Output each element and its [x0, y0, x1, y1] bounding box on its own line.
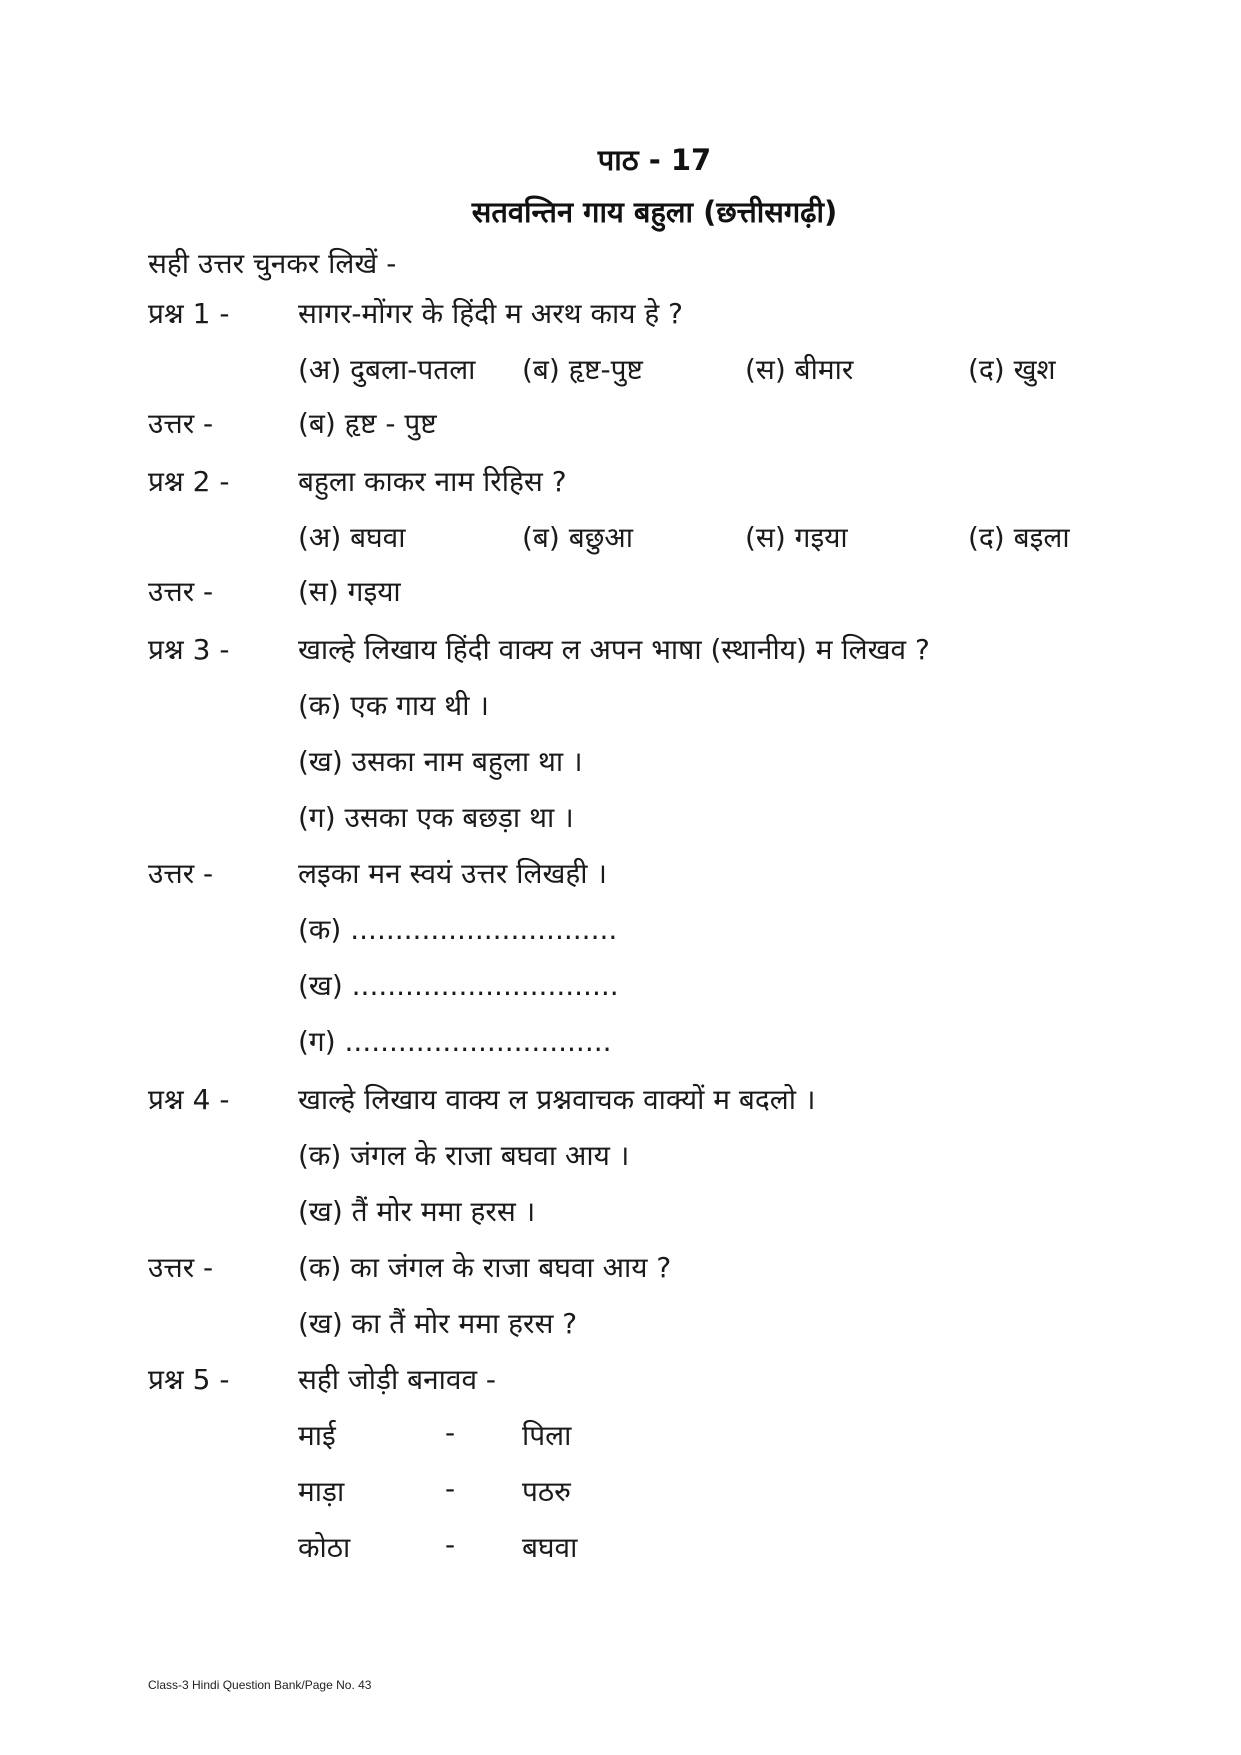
answer-3-blank-kha: (ख) ..............................: [298, 969, 619, 1002]
pair-1-right: पिला: [522, 1419, 572, 1452]
pair-3-left: कोठा: [298, 1531, 351, 1564]
question-3-label: प्रश्न 3 -: [148, 633, 230, 666]
q2-option-a: (अ) बघवा: [298, 521, 406, 554]
q3-item-kha: (ख) उसका नाम बहुला था ।: [298, 745, 583, 778]
question-4-label: प्रश्न 4 -: [148, 1083, 230, 1116]
q1-option-c: (स) बीमार: [745, 353, 854, 386]
question-4-text: खाल्हे लिखाय वाक्य ल प्रश्नवाचक वाक्यों म बदलो ।: [298, 1083, 816, 1116]
q1-option-a: (अ) दुबला-पतला: [298, 353, 476, 386]
answer-4-kha: (ख) का तैं मोर ममा हरस ?: [298, 1307, 578, 1340]
lesson-number: पाठ - 17: [597, 143, 712, 177]
question-2-text: बहुला काकर नाम रिहिस ?: [298, 465, 567, 498]
answer-3-blank-ga: (ग) ..............................: [298, 1025, 612, 1058]
q1-option-d: (द) खुश: [968, 353, 1056, 386]
question-1-label: प्रश्न 1 -: [148, 297, 230, 330]
q2-option-c: (स) गइया: [745, 521, 848, 554]
question-3-text: खाल्हे लिखाय हिंदी वाक्य ल अपन भाषा (स्थानीय) म लिखव ?: [298, 633, 930, 666]
answer-3-blank-ka: (क) ..............................: [298, 913, 618, 946]
pair-1-left: माई: [298, 1419, 336, 1452]
question-5-label: प्रश्न 5 -: [148, 1363, 230, 1396]
question-5-text: सही जोड़ी बनावव -: [298, 1363, 497, 1396]
answer-2-text: (स) गइया: [298, 575, 401, 608]
q1-option-b: (ब) हृष्ट-पुष्ट: [522, 353, 643, 386]
instruction: सही उत्तर चुनकर लिखें -: [148, 247, 397, 280]
question-1-text: सागर-मोंगर के हिंदी म अरथ काय हे ?: [298, 297, 683, 330]
pair-3-dash: -: [445, 1528, 456, 1561]
q3-item-ga: (ग) उसका एक बछड़ा था ।: [298, 801, 574, 834]
page-footer: Class-3 Hindi Question Bank/Page No. 43: [148, 1678, 372, 1692]
answer-4-ka: (क) का जंगल के राजा बघवा आय ?: [298, 1251, 672, 1284]
q4-item-kha: (ख) तैं मोर ममा हरस ।: [298, 1195, 536, 1228]
answer-2-label: उत्तर -: [148, 575, 214, 608]
answer-4-label: उत्तर -: [148, 1251, 214, 1284]
q4-item-ka: (क) जंगल के राजा बघवा आय ।: [298, 1139, 630, 1172]
q3-item-ka: (क) एक गाय थी ।: [298, 689, 489, 722]
q2-option-b: (ब) बछुआ: [522, 521, 633, 554]
pair-1-dash: -: [445, 1416, 456, 1449]
lesson-title: सतवन्तिन गाय बहुला (छत्तीसगढ़ी): [471, 195, 838, 229]
pair-2-right: पठरु: [522, 1475, 571, 1508]
answer-3-text: लइका मन स्वयं उत्तर लिखही ।: [298, 857, 607, 890]
q2-option-d: (द) बइला: [968, 521, 1070, 554]
answer-1-label: उत्तर -: [148, 407, 214, 440]
pair-2-dash: -: [445, 1472, 456, 1505]
question-2-label: प्रश्न 2 -: [148, 465, 230, 498]
pair-2-left: माड़ा: [298, 1475, 345, 1508]
answer-3-label: उत्तर -: [148, 857, 214, 890]
pair-3-right: बघवा: [522, 1531, 578, 1564]
answer-1-text: (ब) हृष्ट - पुष्ट: [298, 407, 437, 440]
